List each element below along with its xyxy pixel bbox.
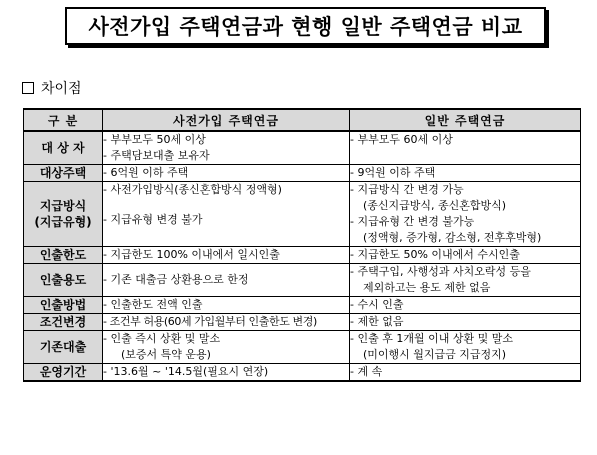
table-row bbox=[24, 331, 581, 364]
title-box bbox=[65, 7, 546, 45]
general-cell: - 주택구입, 사행성과 사치오락성 등을 제외하고는 용도 제한 없음 bbox=[350, 264, 581, 297]
table-row bbox=[24, 165, 581, 182]
general-cell: - 제한 없음 bbox=[350, 314, 581, 331]
table-row bbox=[24, 131, 581, 165]
table-row bbox=[24, 264, 581, 297]
pre-subscription-cell: - '13.6월 ~ '14.5월(필요시 연장) bbox=[103, 364, 350, 382]
header-general: 일반 주택연금 bbox=[350, 109, 581, 131]
row-category: 인출용도 bbox=[24, 264, 103, 297]
section-label: 차이점 bbox=[41, 81, 82, 97]
section-heading bbox=[22, 78, 82, 98]
pre-subscription-cell: - 6억원 이하 주택 bbox=[103, 165, 350, 182]
pre-subscription-cell: - 부부모두 50세 이상 - 주택담보대출 보유자 bbox=[103, 131, 350, 165]
row-category: 대 상 자 bbox=[24, 131, 103, 165]
row-category: 인출방법 bbox=[24, 297, 103, 314]
table-header-row bbox=[24, 109, 581, 131]
table-row bbox=[24, 364, 581, 382]
general-cell: - 계 속 bbox=[350, 364, 581, 382]
header-pre-subscription: 사전가입 주택연금 bbox=[103, 109, 350, 131]
checkbox-square-icon bbox=[22, 82, 34, 94]
comparison-table bbox=[23, 108, 581, 382]
pre-subscription-cell: - 인출 즉시 상환 및 말소 (보증서 특약 운용) bbox=[103, 331, 350, 364]
row-category: 대상주택 bbox=[24, 165, 103, 182]
row-category: 기존대출 bbox=[24, 331, 103, 364]
table-row bbox=[24, 182, 581, 247]
row-category: 조건변경 bbox=[24, 314, 103, 331]
pre-subscription-cell: - 인출한도 전액 인출 bbox=[103, 297, 350, 314]
general-cell: - 인출 후 1개월 이내 상환 및 말소 (미이행시 월지급금 지급정지) bbox=[350, 331, 581, 364]
table-row bbox=[24, 297, 581, 314]
general-cell: - 지급방식 간 변경 가능 (종신지급방식, 종신혼합방식) - 지급유형 간 변경 불가능 (정액형, 증가형, 감소형, 전후후박형) bbox=[350, 182, 581, 247]
table-row bbox=[24, 314, 581, 331]
pre-subscription-cell: - 사전가입방식(종신혼합방식 정액형) - 지급유형 변경 불가 bbox=[103, 182, 350, 247]
general-cell: - 지급한도 50% 이내에서 수시인출 bbox=[350, 247, 581, 264]
table-row bbox=[24, 247, 581, 264]
general-cell: - 9억원 이하 주택 bbox=[350, 165, 581, 182]
row-category: 지급방식 (지급유형) bbox=[24, 182, 103, 247]
row-category: 인출한도 bbox=[24, 247, 103, 264]
general-cell: - 수시 인출 bbox=[350, 297, 581, 314]
general-cell: - 부부모두 60세 이상 bbox=[350, 131, 581, 165]
pre-subscription-cell: - 기존 대출금 상환용으로 한정 bbox=[103, 264, 350, 297]
pre-subscription-cell: - 조건부 허용(60세 가입월부터 인출한도 변경) bbox=[103, 314, 350, 331]
pre-subscription-cell: - 지급한도 100% 이내에서 일시인출 bbox=[103, 247, 350, 264]
row-category: 운영기간 bbox=[24, 364, 103, 382]
header-category: 구 분 bbox=[24, 109, 103, 131]
page-title: 사전가입 주택연금과 현행 일반 주택연금 비교 bbox=[88, 15, 523, 39]
